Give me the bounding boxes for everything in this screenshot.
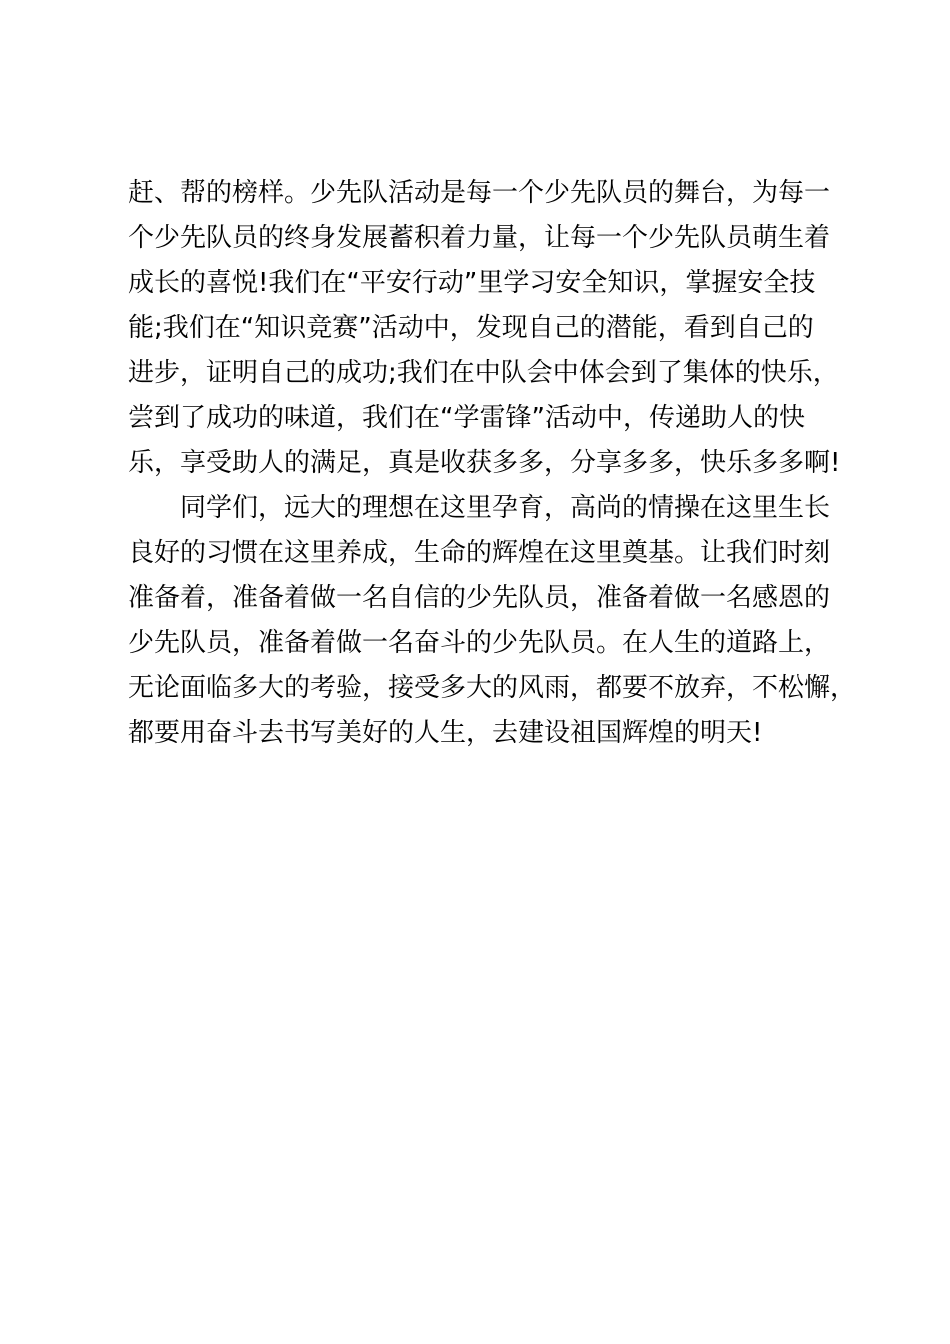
text-line: 能;我们在“知识竞赛”活动中，发现自己的潜能，看到自己的	[128, 313, 814, 343]
text-line: 无论面临多大的考验，接受多大的风雨，都要不放弃，不松懈，	[128, 673, 857, 703]
text-line: 赶、帮的榜样。少先队活动是每一个少先队员的舞台，为每一	[128, 178, 831, 208]
text-line: 都要用奋斗去书写美好的人生，去建设祖国辉煌的明天!	[128, 718, 763, 748]
text-line: 少先队员，准备着做一名奋斗的少先队员。在人生的道路上，	[128, 628, 831, 658]
text-line: 乐，享受助人的满足，真是收获多多，分享多多，快乐多多啊!	[128, 448, 841, 478]
text-line: 成长的喜悦!我们在“平安行动”里学习安全知识，掌握安全技	[128, 268, 816, 298]
text-line: 个少先队员的终身发展蓄积着力量，让每一个少先队员萌生着	[128, 223, 831, 253]
text-line: 进步，证明自己的成功;我们在中队会中体会到了集体的快乐，	[128, 358, 839, 388]
text-line: 同学们，远大的理想在这里孕育，高尚的情操在这里生长	[180, 493, 831, 523]
text-line: 良好的习惯在这里养成，生命的辉煌在这里奠基。让我们时刻	[128, 538, 831, 568]
paragraph-2	[128, 486, 857, 756]
paragraph-1	[128, 171, 841, 486]
text-line: 准备着，准备着做一名自信的少先队员，准备着做一名感恩的	[128, 583, 831, 613]
document-body	[128, 171, 857, 756]
text-line: 尝到了成功的味道，我们在“学雷锋”活动中，传递助人的快	[128, 403, 805, 433]
